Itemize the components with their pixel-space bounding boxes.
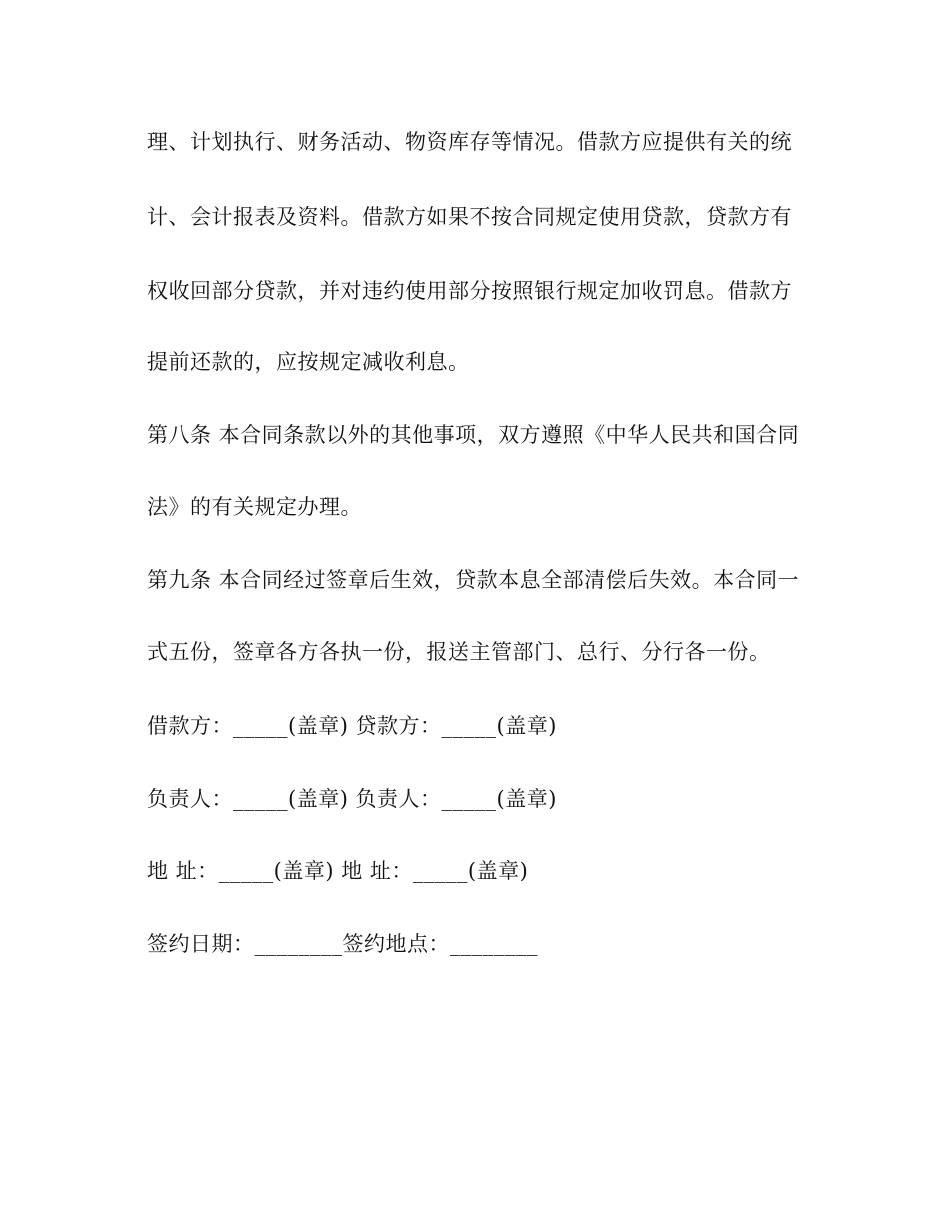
signature-borrower-lender: 借款方：_____(盖章) 贷款方：_____(盖章) [147, 714, 557, 738]
article-8-line-1: 第八条 本合同条款以外的其他事项，双方遵照《中华人民共和国合同 [147, 423, 800, 447]
paragraph-line-2: 计、会计报表及资料。借款方如果不按合同规定使用贷款，贷款方有 [147, 205, 792, 229]
paragraph-line-3: 权收回部分贷款，并对违约使用部分按照银行规定加收罚息。借款方 [147, 279, 792, 303]
signature-addresses: 地 址：_____(盖章) 地 址：_____(盖章) [147, 859, 529, 883]
signature-responsible-persons: 负责人：_____(盖章) 负责人：_____(盖章) [147, 787, 557, 811]
paragraph-line-4: 提前还款的，应按规定减收利息。 [147, 350, 470, 374]
article-8-line-2: 法》的有关规定办理。 [147, 495, 362, 519]
signature-date-place: 签约日期：________签约地点：________ [147, 932, 538, 956]
paragraph-line-1: 理、计划执行、财务活动、物资库存等情况。借款方应提供有关的统 [147, 130, 792, 154]
article-9-line-1: 第九条 本合同经过签章后生效，贷款本息全部清偿后失效。本合同一 [147, 568, 800, 592]
article-9-line-2: 式五份，签章各方各执一份，报送主管部门、总行、分行各一份。 [147, 640, 771, 664]
